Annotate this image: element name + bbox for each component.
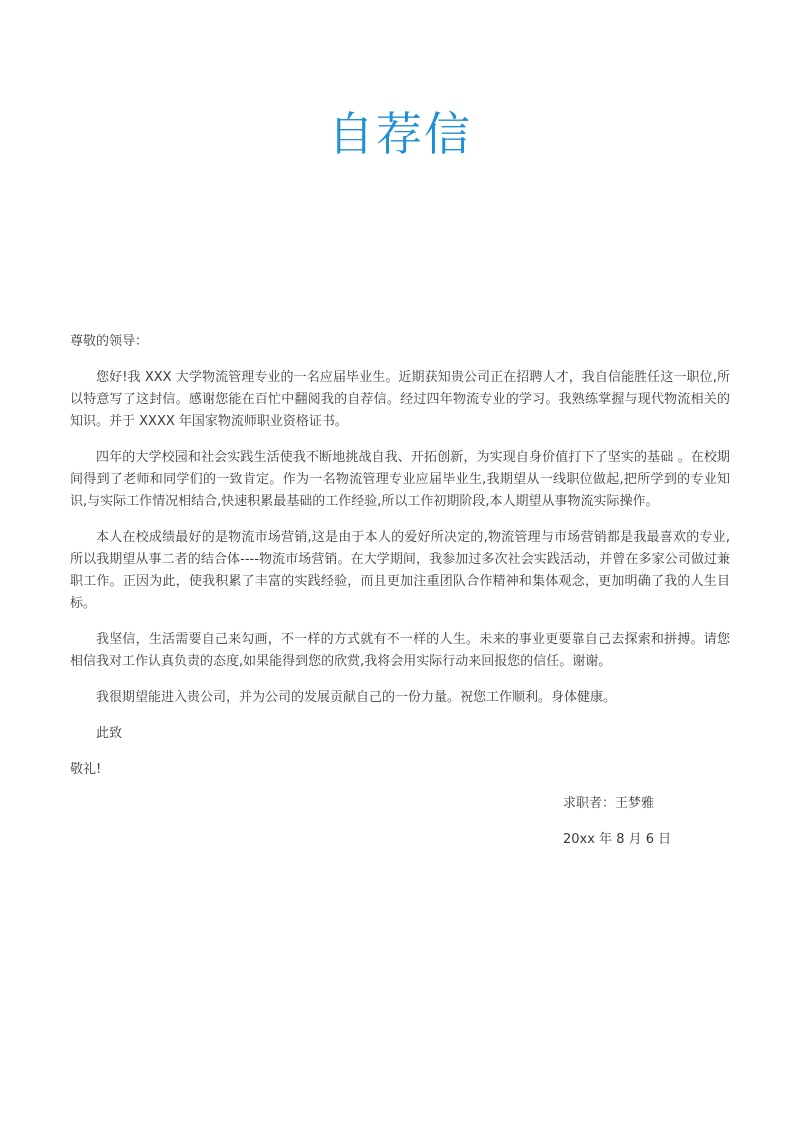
paragraph-experience: 四年的大学校园和社会实践生活使我不断地挑战自我、开拓创新，为实现自身价值打下了坚实的基础 。在校期间得到了老师和同学们的一致肯定。作为一名物流管理专业应届毕业生,我期望从一线职位做起,把所学到的专业知识,与实际工作情况相结合,快速积累最基础的工作经验,所以工作初期阶段,本人期望从事物流实际操作。 <box>70 450 730 509</box>
paragraph-attitude: 我坚信，生活需要自己来勾画，不一样的方式就有不一样的人生。未来的事业更要靠自己去探索和拼搏。请您相信我对工作认真负责的态度,如果能得到您的欣赏,我将会用实际行动来回报您的信任。谢谢。 <box>70 632 730 669</box>
paragraph-expectation: 我很期望能进入贵公司，并为公司的发展贡献自己的一份力量。祝您工作顺利。身体健康。 <box>96 690 617 705</box>
regards-line: 敬礼! <box>70 762 102 777</box>
paragraph-intro: 您好!我 XXX 大学物流管理专业的一名应届毕业生。近期获知贵公司正在招聘人才，我自信能胜任这一职位,所以特意写了这封信。感谢您能在百忙中翻阅我的自荐信。经过四年物流专业的学习。我熟练掌握与现代物流相关的知识。并于 XXXX 年国家物流师职业资格证书。 <box>70 370 730 429</box>
signature-name: 求职者：王梦雅 <box>563 796 655 811</box>
letter-body <box>70 331 730 781</box>
paragraph-strengths: 本人在校成绩最好的是物流市场营销,这是由于本人的爱好所决定的,物流管理与市场营销都是我最喜欢的专业,所以我期望从事二者的结合体----物流市场营销。在大学期间，我参加过多次社会实践活动，并曾在多家公司做过兼职工作。正因为此，使我积累了丰富的实践经验，而且更加注重团队合作精神和集体观念，更加明确了我的人生目标。 <box>70 530 730 611</box>
signature-date: 20xx 年 8 月 6 日 <box>563 832 672 847</box>
signature-block <box>563 793 671 851</box>
letter-title: 自荐信 <box>328 107 472 161</box>
salutation: 尊敬的领导： <box>70 334 149 349</box>
closing-line: 此致 <box>96 726 123 741</box>
